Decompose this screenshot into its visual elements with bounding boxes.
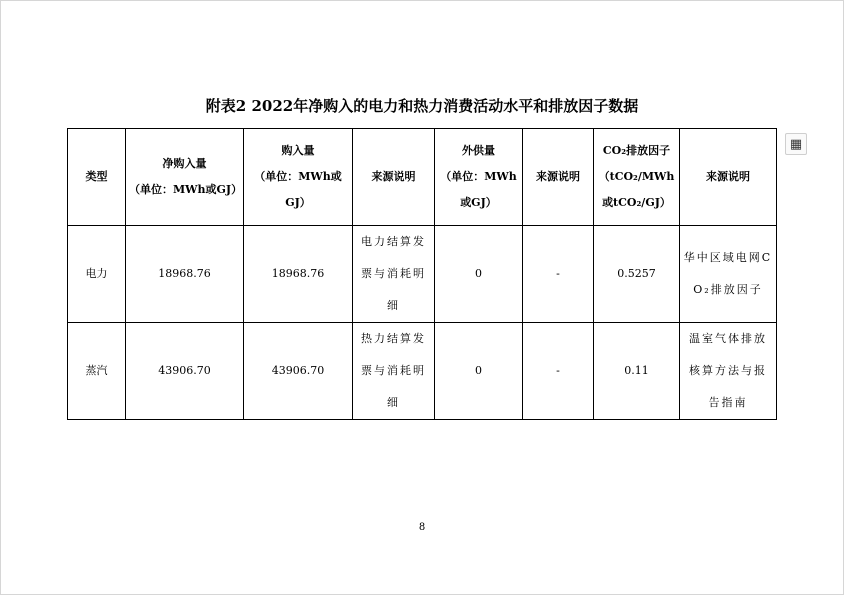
page-number: 8 [418,522,426,533]
cell-emission-factor: 0.5257 [594,226,680,323]
scan-qr-icon[interactable]: ▦ [785,133,807,155]
header-source-2: 来源说明 [523,129,594,226]
cell-net-purchase: 18968.76 [126,226,244,323]
cell-emission-factor: 0.11 [594,323,680,420]
table-row [68,226,777,323]
cell-type: 电力 [68,226,126,323]
header-net-purchase: 净购入量 （单位：MWh或GJ） [126,129,244,226]
cell-supply: 0 [435,323,523,420]
page-title: 附表2 2022年净购入的电力和热力消费活动水平和排放因子数据 [205,97,639,115]
cell-source-1: 电力结算发票与消耗明细 [353,226,435,323]
table-header-row [68,129,777,226]
header-emission-factor: CO₂排放因子 （tCO₂/MWh 或tCO₂/GJ） [594,129,680,226]
header-source-1: 来源说明 [353,129,435,226]
cell-source-3: 温室气体排放核算方法与报告指南 [680,323,777,420]
cell-source-1: 热力结算发票与消耗明细 [353,323,435,420]
cell-source-2: - [523,323,594,420]
header-type: 类型 [68,129,126,226]
header-source-3: 来源说明 [680,129,777,226]
header-purchase: 购入量 （单位：MWh或 GJ） [244,129,353,226]
table-row [68,323,777,420]
data-table [67,128,777,420]
cell-source-3: 华中区域电网CO₂排放因子 [680,226,777,323]
cell-type: 蒸汽 [68,323,126,420]
cell-source-2: - [523,226,594,323]
cell-supply: 0 [435,226,523,323]
cell-purchase: 43906.70 [244,323,353,420]
cell-purchase: 18968.76 [244,226,353,323]
cell-net-purchase: 43906.70 [126,323,244,420]
header-supply: 外供量 （单位：MWh 或GJ） [435,129,523,226]
